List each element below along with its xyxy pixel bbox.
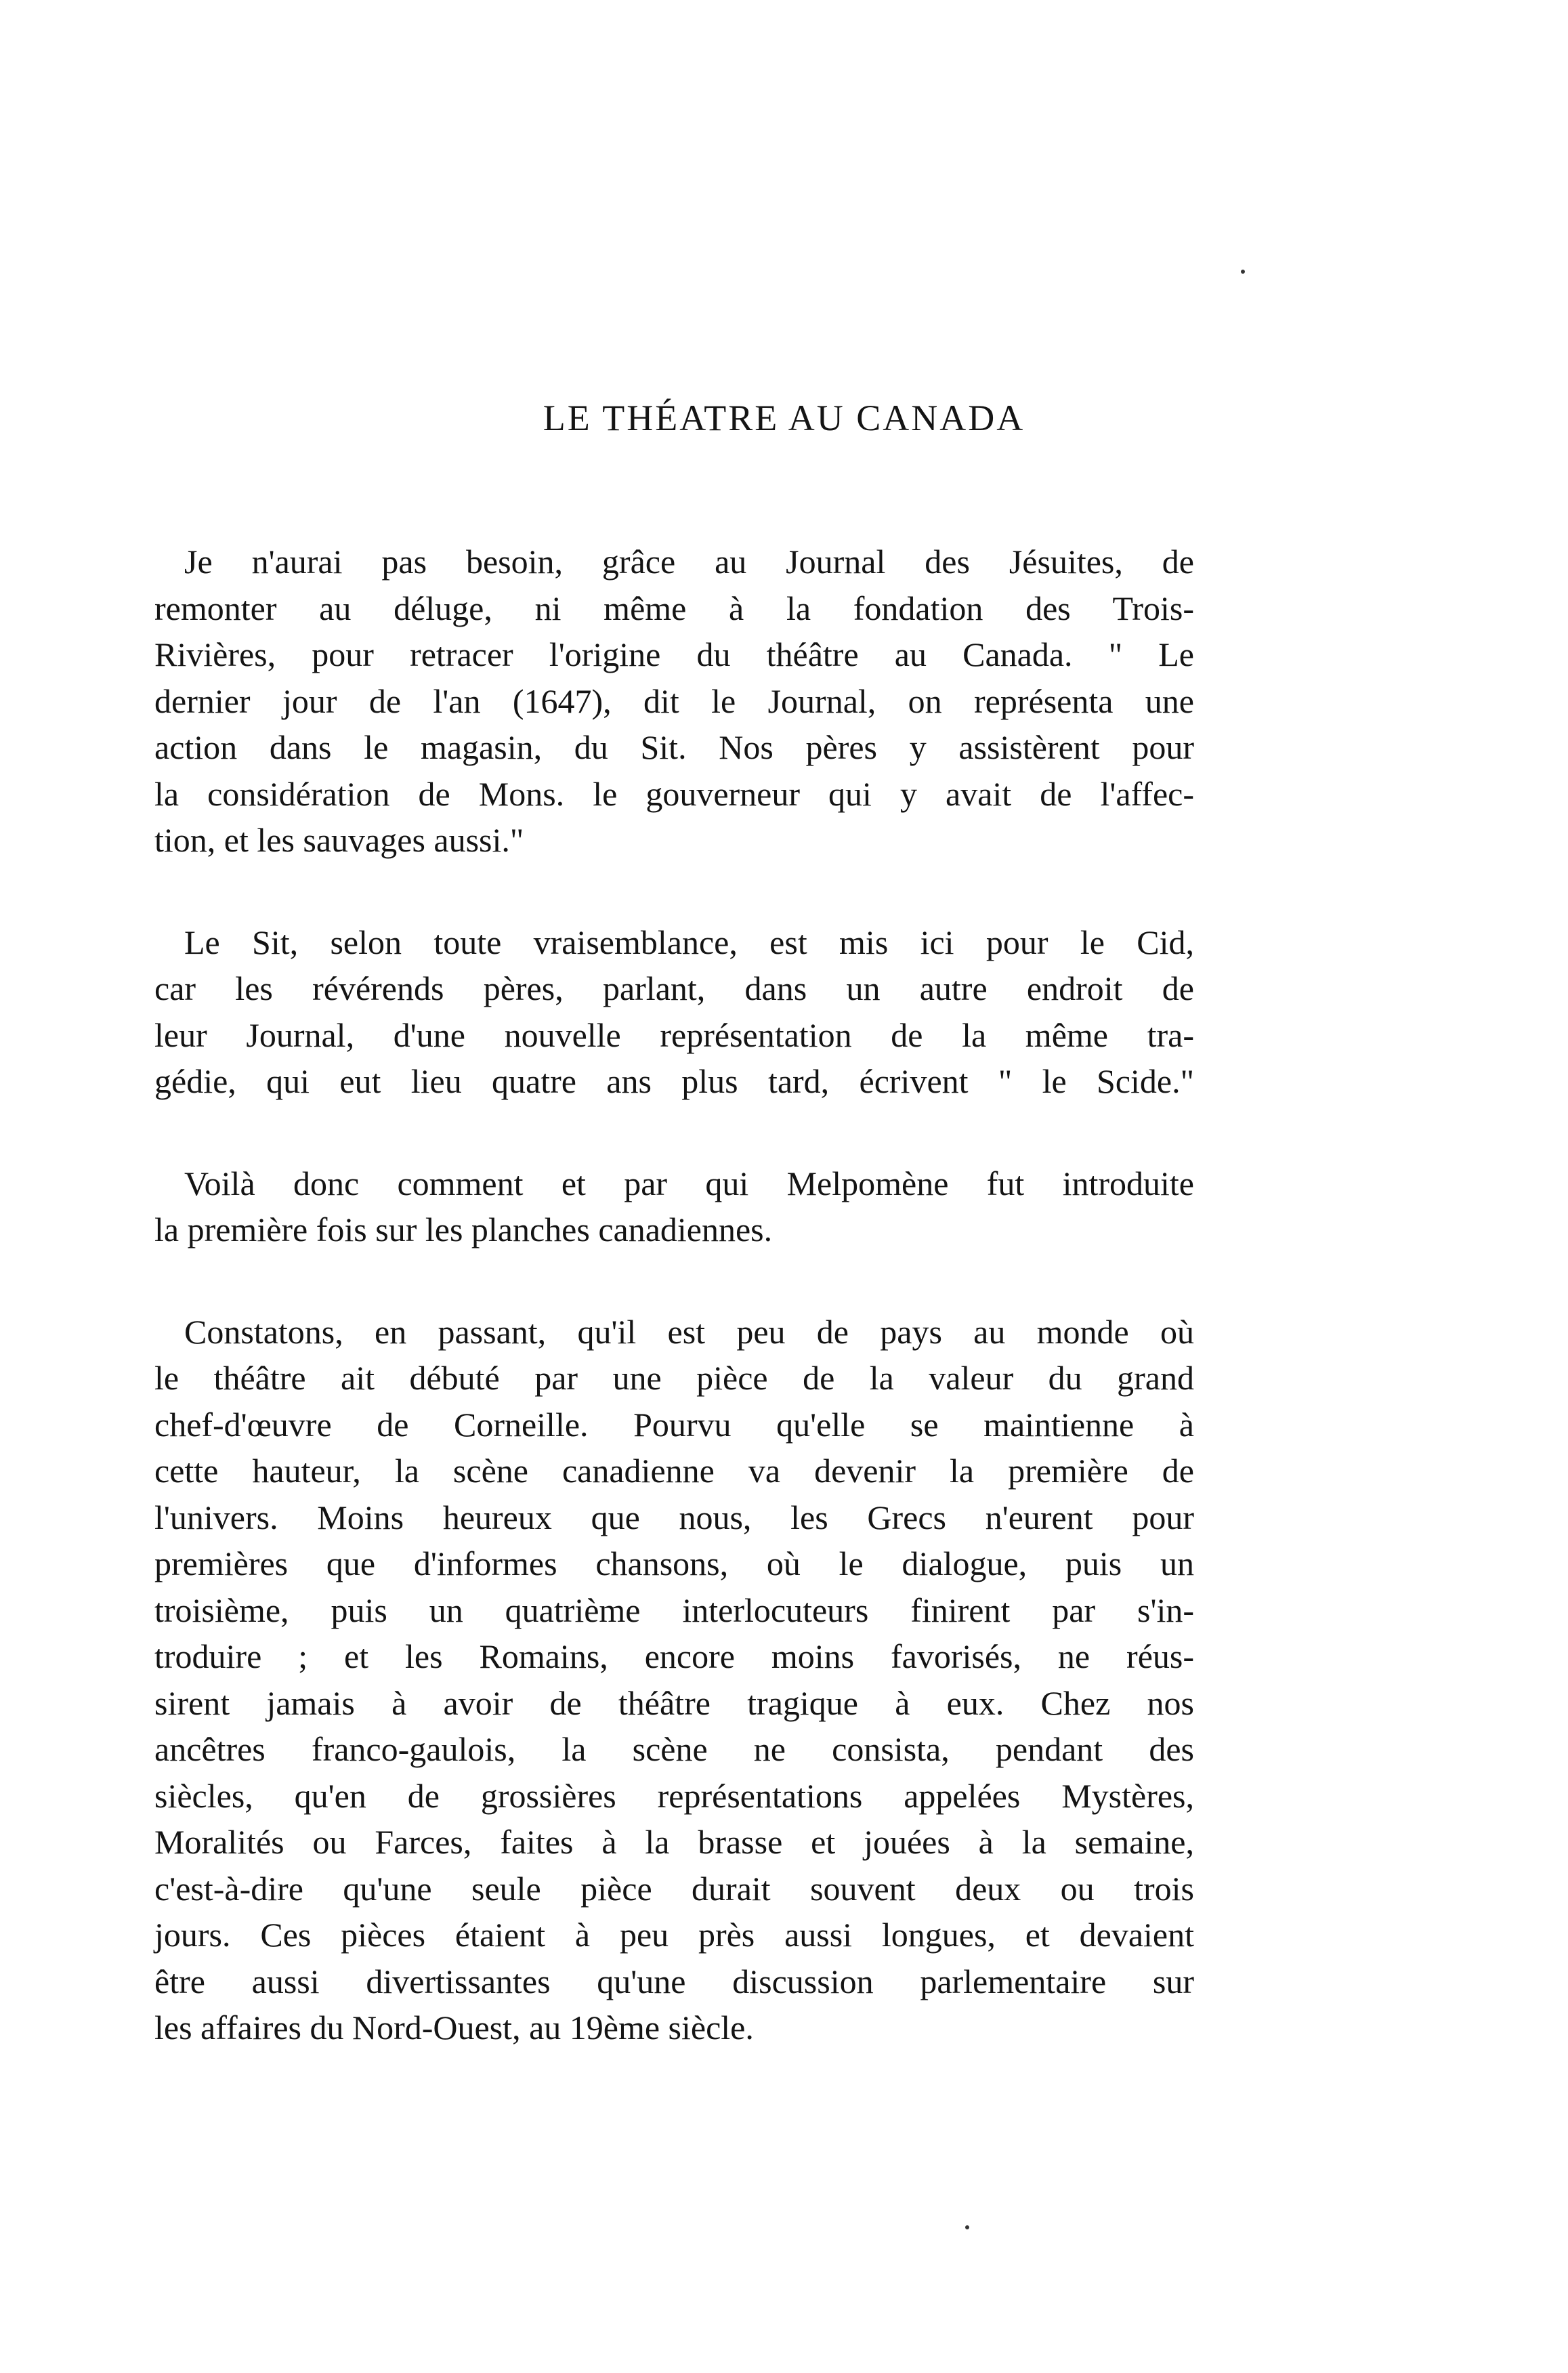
text-line: gédie, qui eut lieu quatre ans plus tard, écrivent " le Scide." [154, 1062, 1194, 1100]
text-line: la considération de Mons. le gouverneur qui y avait de l'affec- [154, 774, 1194, 813]
text-line: remonter au déluge, ni même à la fondation des Trois- [154, 589, 1194, 627]
text-line: Le Sit, selon toute vraisemblance, est mis ici pour le Cid, [184, 923, 1194, 961]
paragraph-2 [154, 919, 1194, 1105]
text-line: premières que d'informes chansons, où le dialogue, puis un [154, 1545, 1194, 1582]
text-line: chef-d'œuvre de Corneille. Pourvu qu'elle se maintienne à [154, 1405, 1194, 1444]
text-line: l'univers. Moins heureux que nous, les Grecs n'eurent pour [154, 1498, 1194, 1536]
text-line: leur Journal, d'une nouvelle représentation de la même tra- [154, 1015, 1194, 1054]
text-line: les affaires du Nord-Ouest, au 19ème siècle. [154, 2009, 754, 2046]
text-line: Je n'aurai pas besoin, grâce au Journal des Jésuites, de [184, 543, 1194, 581]
text-line: siècles, qu'en de grossières représentations appelées Mystères, [154, 1776, 1194, 1815]
text-line: Constatons, en passant, qu'il est peu de pays au monde où [184, 1312, 1194, 1351]
paragraph-4 [154, 1309, 1194, 2051]
body-text [154, 539, 1194, 2107]
text-line: c'est-à-dire qu'une seule pièce durait souvent deux ou trois [154, 1869, 1194, 1908]
text-line: sirent jamais à avoir de théâtre tragique à eux. Chez nos [154, 1683, 1194, 1722]
text-line: ancêtres franco-gaulois, la scène ne consista, pendant des [154, 1730, 1194, 1768]
text-line: la première fois sur les planches canadiennes. [154, 1211, 773, 1248]
text-line: Voilà donc comment et par qui Melpomène fut introduite [184, 1164, 1194, 1202]
text-line: cette hauteur, la scène canadienne va devenir la première de [154, 1452, 1194, 1490]
text-line: troduire ; et les Romains, encore moins favorisés, ne réus- [154, 1637, 1194, 1675]
paragraph-1 [154, 539, 1194, 864]
text-line: Moralités ou Farces, faites à la brasse et jouées à la semaine, [154, 1823, 1194, 1861]
text-line: troisième, puis un quatrième interlocuteurs finirent par s'in- [154, 1591, 1194, 1629]
scan-speck [1241, 270, 1245, 274]
text-line: le théâtre ait débuté par une pièce de la valeur du grand [154, 1359, 1194, 1397]
text-line: tion, et les sauvages aussi." [154, 821, 524, 859]
paragraph-3 [154, 1160, 1194, 1253]
text-line: être aussi divertissantes qu'une discussion parlementaire sur [154, 1962, 1194, 2000]
text-line: Rivières, pour retracer l'origine du théâtre au Canada. " Le [154, 635, 1194, 673]
scan-speck [965, 2225, 969, 2229]
text-line: action dans le magasin, du Sit. Nos pères y assistèrent pour [154, 728, 1194, 766]
page-title: LE THÉATRE AU CANADA [543, 398, 1025, 438]
text-line: car les révérends pères, parlant, dans un autre endroit de [154, 969, 1194, 1007]
text-line: dernier jour de l'an (1647), dit le Journal, on représenta une [154, 681, 1194, 720]
text-line: jours. Ces pièces étaient à peu près aussi longues, et devaient [154, 1916, 1194, 1954]
